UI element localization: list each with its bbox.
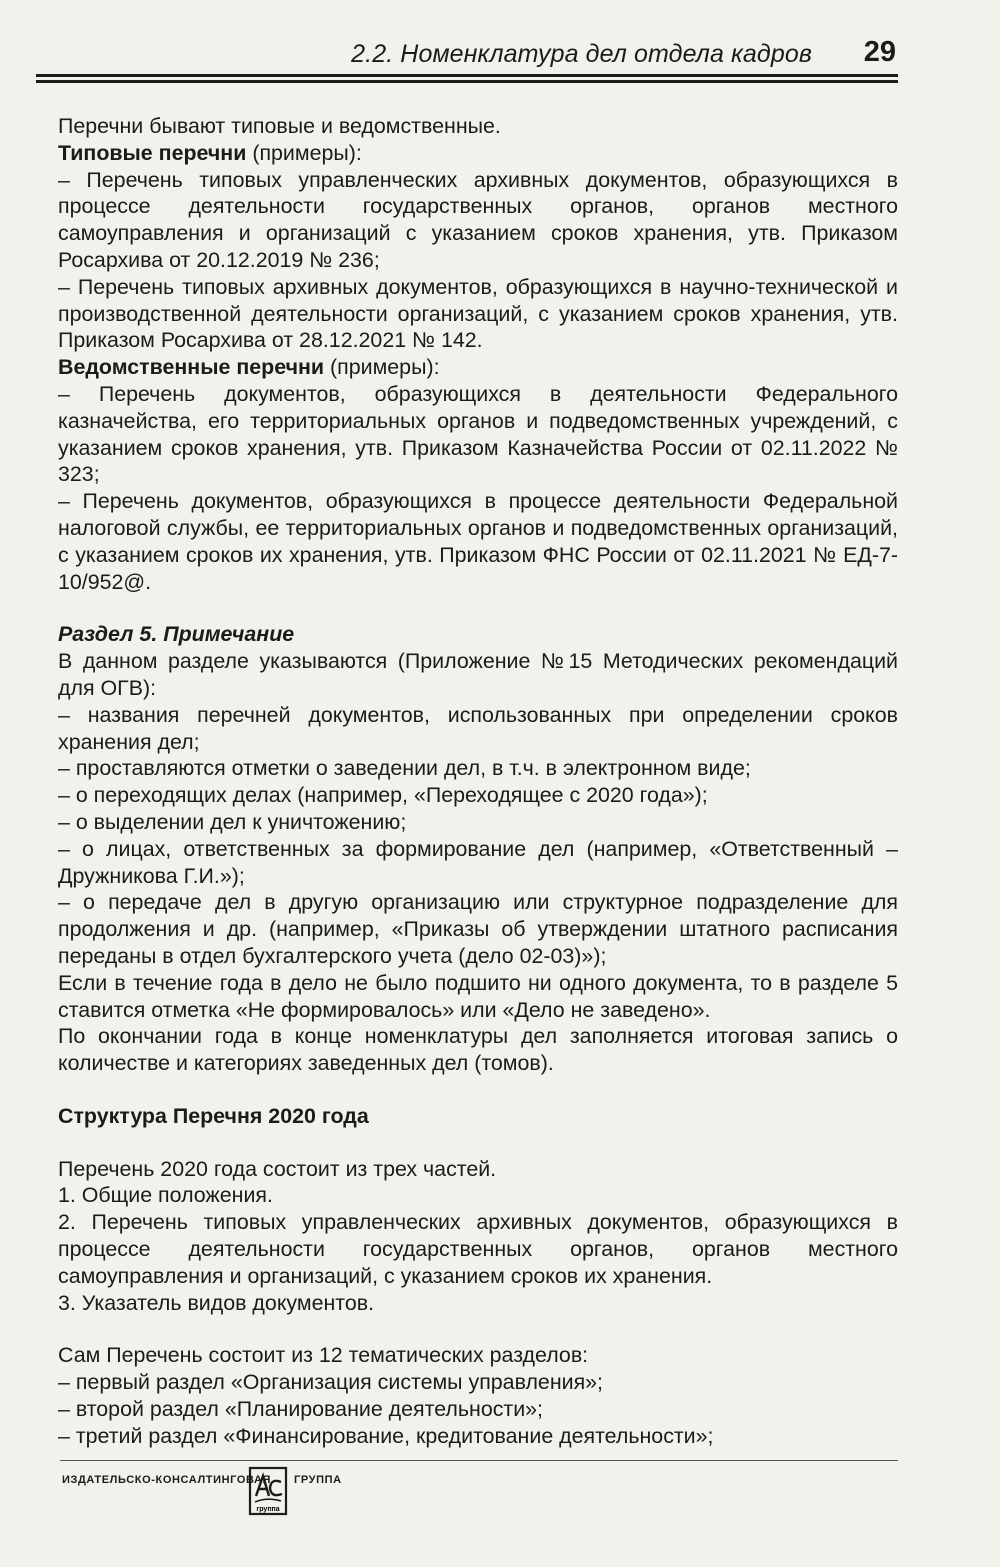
publisher-name-right: ГРУППА <box>294 1474 342 1486</box>
paragraph: Перечень 2020 года состоит из трех частей. <box>58 1156 497 1181</box>
typical-lists-label: Типовые перечни <box>58 140 247 165</box>
list-item: – проставляются отметки о заведении дел, в т.ч. в электронном виде; <box>58 756 751 781</box>
list-item: – Перечень документов, образующихся в деятельности Федерального казначейства, его территориальных органов и подведомственных учреждений, с указанием сроков хранения, утв. Приказом Казначейства России от 02.11.2022 № 323; <box>58 381 898 487</box>
list-item: – о выделении дел к уничтожению; <box>58 809 407 834</box>
running-header <box>36 26 896 76</box>
department-lists-label: Ведомственные перечни <box>58 355 325 380</box>
list-item: – о передаче дел в другую организацию или структурное подразделение для продолжения и др. (например, «Приказы об утверждении штатного расписания переданы в отдел бухгалтерского учета (дело 02-03)»); <box>58 890 898 968</box>
list-item: – третий раздел «Финансирование, кредитование деятельности»; <box>58 1423 714 1448</box>
spacer <box>58 1316 898 1342</box>
list-item: 1. Общие положения. <box>58 1183 273 1208</box>
paragraph: Сам Перечень состоит из 12 тематических разделов: <box>58 1343 589 1368</box>
header-double-rule <box>36 74 898 83</box>
structure-title: Структура Перечня 2020 года <box>58 1103 369 1128</box>
list-item: – второй раздел «Планирование деятельности»; <box>58 1397 543 1422</box>
publisher-logo-icon <box>247 1466 289 1516</box>
list-item: 3. Указатель видов документов. <box>58 1290 375 1315</box>
publisher-logo-text: группа <box>256 1506 280 1513</box>
page-number: 29 <box>863 36 896 68</box>
list-item: – Перечень типовых управленческих архивных документов, образующихся в процессе деятельности государственных органов, органов местного самоуправления и организаций с указанием сроков хранения, утв. Приказом Росархива от 20.12.2019 № 236; <box>58 167 898 272</box>
paragraph: В данном разделе указываются (Приложение №15 Методических рекомендаций для ОГВ): <box>58 649 898 700</box>
typical-lists-suffix: (примеры): <box>246 140 362 165</box>
paragraph: По окончании года в конце номенклатуры дел заполняется итоговая запись о количестве и категориях заведенных дел (томов). <box>58 1024 898 1076</box>
paragraph: Если в течение года в дело не было подшито ни одного документа, то в разделе 5 ставится отметка «Не формировалось» или «Дело не заведено». <box>58 970 898 1022</box>
section-5-title: Раздел 5. Примечание <box>58 622 295 647</box>
list-item: 2. Перечень типовых управленческих архивных документов, образующихся в процессе деятельности государственных органов, органов местного самоуправления и организаций, с указанием сроков их хранения. <box>58 1210 898 1288</box>
footer-rule <box>60 1460 898 1461</box>
paragraph: Перечни бывают типовые и ведомственные. <box>58 114 501 138</box>
running-header-title: 2.2. Номенклатура дел отдела кадров <box>351 40 812 68</box>
spacer <box>58 595 898 621</box>
list-item: – первый раздел «Организация системы управления»; <box>58 1370 604 1395</box>
spacer <box>58 1130 898 1156</box>
list-item: – названия перечней документов, использованных при определении сроков хранения дел; <box>58 702 898 754</box>
publisher-name-left: ИЗДАТЕЛЬСКО-КОНСАЛТИНГОВАЯ <box>62 1474 272 1486</box>
typical-lists-heading <box>58 140 898 167</box>
list-item: – о переходящих делах (например, «Переходящее с 2020 года»); <box>58 783 708 808</box>
list-item: – Перечень документов, образующихся в процессе деятельности Федеральной налоговой службы, ее территориальных органов и подведомственных организаций, с указанием сроков их хранения, утв. Приказом ФНС России от 02.11.2021 № ЕД-7-10/952@. <box>58 489 898 594</box>
list-item: – Перечень типовых архивных документов, образующихся в научно-технической и производственной деятельности организаций, с указанием сроков хранения, утв. Приказом Росархива от 28.12.2021 № 142. <box>58 274 898 353</box>
department-lists-heading <box>58 354 898 381</box>
list-item: – о лицах, ответственных за формирование дел (например, «Ответственный – Дружникова Г.И.»); <box>58 836 898 888</box>
page-body <box>58 113 898 1450</box>
spacer <box>58 1077 898 1103</box>
publisher-footer <box>62 1466 462 1536</box>
department-lists-suffix: (примеры): <box>324 355 440 380</box>
